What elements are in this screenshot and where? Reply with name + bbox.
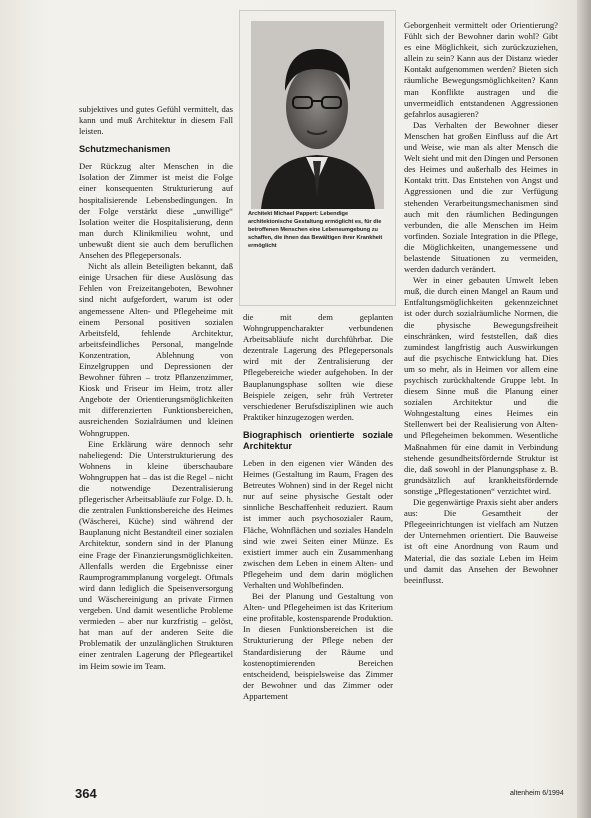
column-right: [404, 20, 558, 586]
paragraph: Geborgenheit vermittelt oder Orientierung? Fühlt sich der Bewohner darin wohl? Gibt es eine Möglichkeit, sich zurückzuziehen, allein zu sein? Kann aus der Distanz wieder Kontakt aufgenommen werden? Bieten sich räumliche Bewegungsmöglichkeiten? Kann man Konflikte austragen und die unvermeidlich entstandenen Aggressionen gefahrlos ausagieren?: [404, 20, 558, 119]
portrait-photo: [251, 21, 384, 209]
column-middle: [243, 312, 393, 702]
paragraph: Die gegenwärtige Praxis sieht aber anders aus: Die Gesamtheit der Pflegeeinrichtungen ist vielfach am Nutzen der Unternehmen orientiert. Die Bauweise ist oft eine Anordnung von Raum und Material, die das soziale Leben im Heim und damit das Ansehen der Bewohner beeinflusst.: [404, 497, 558, 585]
paragraph: Bei der Planung und Gestaltung von Alten- und Pflegeheimen ist das Kriterium eine profitable, kostensparende Produktion. In diesen Funktionsbereichen ist die Strukturierung der Pflege neben der Standardisierung der Räume und kostenoptimierenden Bereichen entscheidend, beispielsweise das Zimmer der Bewohner und das Zimmer oder Appartement: [243, 591, 393, 701]
paragraph: Wer in einer gebauten Umwelt leben muß, die durch einen Mangel an Raum und Entfaltungsmöglichkeiten gekennzeichnet ist oder durch sozialräumliche Normen, die die physische Bewegungsfreiheit einschränken, wird feststellen, daß dies zumindest langfristig auch Auswirkungen auf die psychische Entwicklung hat. Dies um so mehr, als in Heimen vor allem eine psychisch zurückhaltende Gruppe lebt. In diesem Sinne muß die Planung einer sozialen Architektur und die Wohngestaltung eines Heimes ein Stellenwert bei der Realisierung von Alten- und Pflegeheimen bekommen. Wesentliche Maßnahmen für eine damit in Verbindung stehende gesundheitsfördernde Struktur ist die, daß sowohl in der Planungsphase z. B. grundsätzlich auf krankheitsfördernde sonstige „Pflegestationen“ verzichtet wird.: [404, 275, 558, 496]
portrait-illustration: [251, 21, 384, 209]
paragraph: Eine Erklärung wäre dennoch sehr naheliegend: Die Unterstrukturierung des Wohnens in kleine überschaubare Wohngruppen hat – das ist die Regel – nicht die notwendige Dezentralisierung pflegerischer Arbeitsabläufe zur Folge. D. h. die zentralen Funktionsbereiche des Heimes (Wäscherei, Küche) sind während der Bauplanung nicht Bestandteil einer sozialen Architektur, sondern sind in der Planung eine Frage der Finanzierungsmöglichkeiten. Allenfalls werden die Ergebnisse einer Raumprogrammplanung vorgelegt. Oftmals wird dann lediglich die Speisenversorgung und Wäschereinigung an private Firmen vergeben. Und damit wesentliche Probleme vermieden – aber nur kurzfristig – gelöst, hat man auf der anderen Seite die Problematik der unzulänglichen Strukturen einer zentralen Lagerung der Pflegeartikel im Heim sowie im Team.: [79, 438, 233, 671]
paragraph: die mit dem geplanten Wohngruppencharakter verbundenen Arbeitsabläufe nicht durchführbar. Die dezentrale Lagerung des Pflegepersonals wird mit der Zentralisierung der Pflegebereiche wieder aufgehoben. In der Bauplanungsphase sollten wie diese Beispiele zeigen, sehr früh Vertreter verschiedener Berufsdisziplinen wie auch Praktiker hinzugezogen werden.: [243, 312, 393, 422]
page-binding-edge: [577, 0, 591, 818]
section-heading: Biographisch orientierte soziale Architektur: [243, 429, 393, 451]
section-heading: Schutzmechanismen: [79, 144, 171, 155]
page-number: 364: [75, 786, 97, 801]
portrait-figure: [239, 10, 396, 306]
publication-source: altenheim 6/1994: [510, 790, 564, 797]
paragraph: Das Verhalten der Bewohner dieser Menschen hat großen Einfluss auf die Art und Weise, wie man als alter Mensch die Welt sieht und mit den Dingen und Personen des Heimes und außerhalb des Heimes in Kontakt tritt. Das Entstehen von Angst und Aggressionen und die zur Verfügung stehenden Verarbeitungsmechanismen sind auch mit den räumlichen Bedingungen verbunden, die alle Menschen im Heim vorfinden. Soziale Integration in die Pflege, die Möglichkeiten, unangemessene und belastende Situationen zu vermeiden, werden dadurch verändert.: [404, 119, 558, 275]
paragraph: Nicht als allein Beteiligten bekannt, daß einige Ursachen für diese Auslösung das Fehlen von Freizeitangeboten, Bewohner sind nicht aufgefordert, warum ist oder angemessene Alten- und Pflegeheime mit einem Personal positiven sozialen Arbeitsfeld, fehlende Architektur, arbeitsfeindliches Personal, mangelnde Konzentration, Ablehnung von Einzelgruppen und Depressionen der Bewohner führen – trotz Pflanzenzimmer, Kiosk und Friseur im Heim, trotz aller Angebote der Orientierungsmöglichkeiten mit differenzierten Funktionsbereichen, ausreichenden Sozialräumen und kleinen Wohngruppen.: [79, 261, 233, 438]
photo-caption: Architekt Michael Pappert: Lebendige architektonische Gestaltung ermöglicht es, für die betroffenen Menschen eine Lebensumgebung zu schaffen, die ihnen das Bewältigen ihrer Krankheit ermöglicht: [248, 211, 383, 249]
paragraph: Leben in den eigenen vier Wänden des Heimes (Gestaltung im Raum, Fragen des Betreutes Wohnen) sind in der Regel nicht nur auf seine physische Gestalt oder sinnliche Beschaffenheit reduziert. Raum ist immer auch psychosozialer Raum, Fläche, Wohnflächen und soziales Handeln sind wie zwei Seiten einer Münze. Es existiert immer auch ein Zusammenhang zwischen dem Leben in einem Alten- und Pflegeheim und dem darin möglichen Verhalten und Wohlbefinden.: [243, 457, 393, 590]
column-left: [79, 104, 233, 672]
paragraph: Der Rückzug alter Menschen in die Isolation der Zimmer ist meist die Folge einer konsequenten Strukturierung auf hospitalisierende Lebensbedingungen. In der Folge verstärkt diese „unwillige“ Isolation weiter die Hospitalisierung, denn man durch Klinikmilieu wohnt, und unbewußt dient sie auch dem beruflichen Ansehen des Pflegepersonals.: [79, 161, 233, 261]
paragraph: subjektives und gutes Gefühl vermittelt, das kann und muß Architektur in diesem Fall leisten.: [79, 104, 233, 137]
